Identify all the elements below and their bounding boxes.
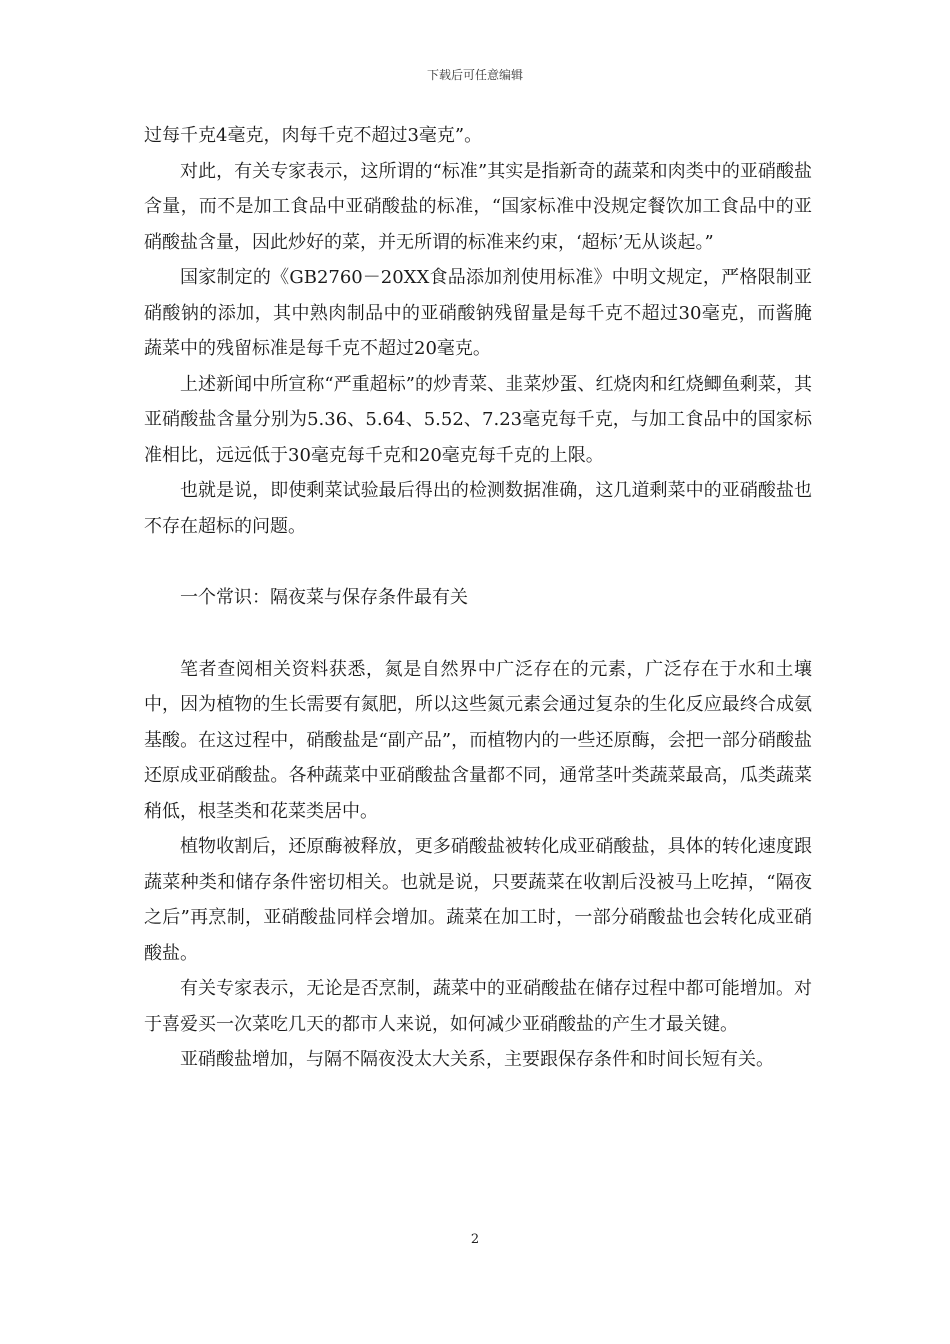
page-number: 2 [470,1232,480,1247]
paragraph: 也就是说，即使剩菜试验最后得出的检测数据准确，这几道剩菜中的亚硝酸盐也不存在超标的问题。 [144,480,812,537]
paragraph: 植物收割后，还原酶被释放，更多硝酸盐被转化成亚硝酸盐，具体的转化速度跟蔬菜种类和储存条件密切相关。也就是说，只要蔬菜在收割后没被马上吃掉，“隔夜之后”再烹制，亚硝酸盐同样会增加。蔬菜在加工时，一部分硝酸盐也会转化成亚硝酸盐。 [144,836,812,964]
page-header: 下载后可任意编辑 [426,68,523,82]
paragraph: 有关专家表示，无论是否烹制，蔬菜中的亚硝酸盐在储存过程中都可能增加。对于喜爱买一次菜吃几天的都市人来说，如何减少亚硝酸盐的产生才最关键。 [144,978,812,1035]
document-body [144,118,812,1078]
paragraph: 笔者查阅相关资料获悉，氮是自然界中广泛存在的元素，广泛存在于水和土壤中，因为植物的生长需要有氮肥，所以这些氮元素会通过复杂的生化反应最终合成氨基酸。在这过程中，硝酸盐是“副产品”，而植物内的一些还原酶，会把一部分硝酸盐还原成亚硝酸盐。各种蔬菜中亚硝酸盐含量都不同，通常茎叶类蔬菜最高，瓜类蔬菜稍低，根茎类和花菜类居中。 [144,658,812,822]
paragraph: 对此，有关专家表示，这所谓的“标准”其实是指新奇的蔬菜和肉类中的亚硝酸盐含量，而不是加工食品中亚硝酸盐的标准，“国家标准中没规定餐饮加工食品中的亚硝酸盐含量，因此炒好的菜，并无所谓的标准来约束，‘超标’无从谈起。” [144,160,812,253]
paragraph: 上述新闻中所宣称“严重超标”的炒青菜、韭菜炒蛋、红烧肉和红烧鲫鱼剩菜，其亚硝酸盐含量分别为5.36、5.64、5.52、7.23毫克每千克，与加工食品中的国家标准相比，远远低于30毫克每千克和20毫克每千克的上限。 [144,373,812,466]
paragraph-continuation: 过每千克4毫克，肉每千克不超过3毫克”。 [144,125,483,146]
paragraph: 亚硝酸盐增加，与隔不隔夜没太大关系，主要跟保存条件和时间长短有关。 [180,1049,774,1070]
section-heading: 一个常识：隔夜菜与保存条件最有关 [180,587,468,608]
paragraph: 国家制定的《GB2760－20XX食品添加剂使用标准》中明文规定，严格限制亚硝酸钠的添加，其中熟肉制品中的亚硝酸钠残留量是每千克不超过30毫克，而酱腌蔬菜中的残留标准是每千克不超过20毫克。 [144,267,812,359]
